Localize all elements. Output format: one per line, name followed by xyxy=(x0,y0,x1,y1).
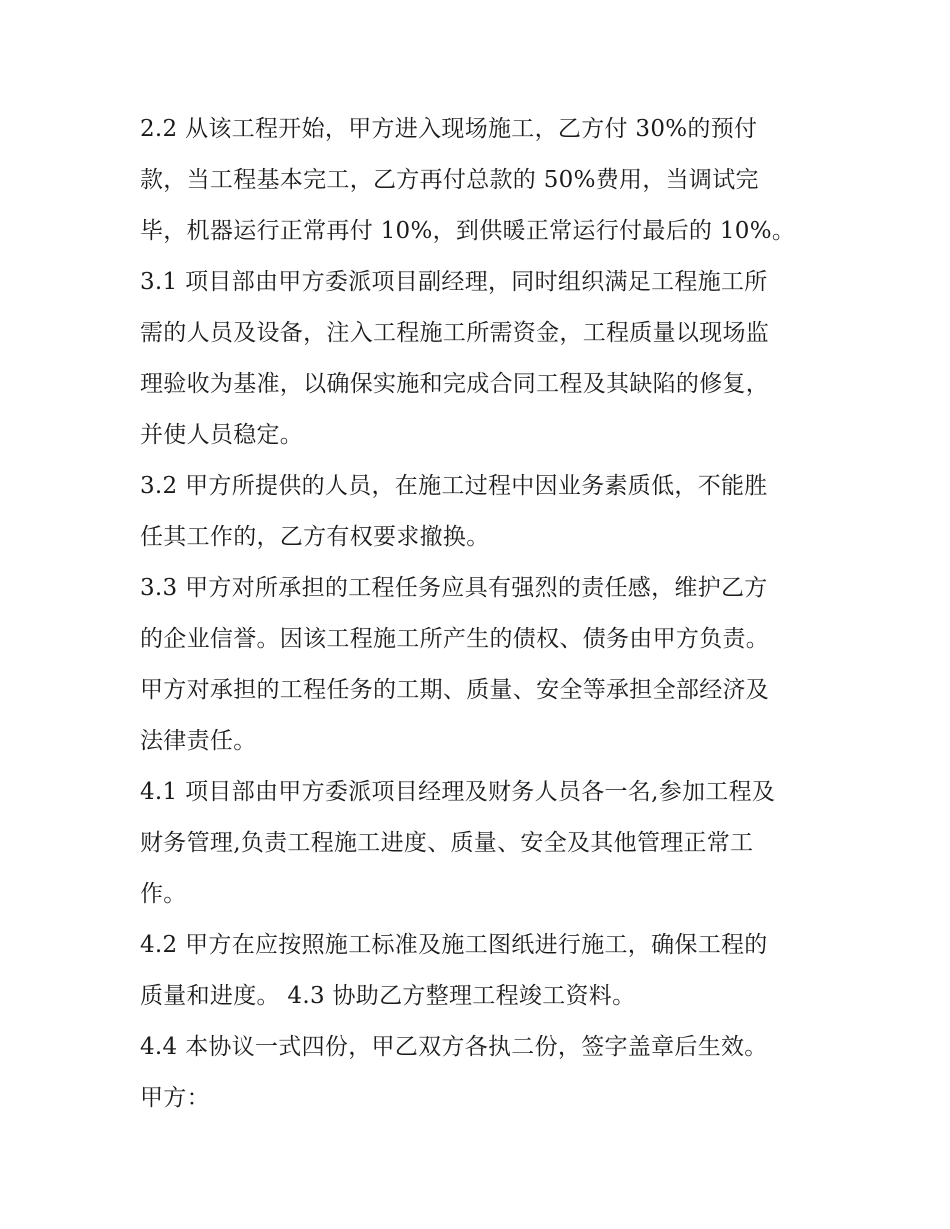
text-line: 财务管理,负责工程施工进度、质量、安全及其他管理正常工 xyxy=(140,830,754,856)
text-line: 2.2 从该工程开始，甲方进入现场施工，乙方付 30%的预付 xyxy=(140,116,758,142)
text-line: 款，当工程基本完工，乙方再付总款的 50%费用，当调试完 xyxy=(140,167,759,193)
text-line: 3.3 甲方对所承担的工程任务应具有强烈的责任感，维护乙方 xyxy=(140,575,768,601)
signature-label-party-a: 甲方： xyxy=(140,1085,210,1111)
text-line: 甲方对承担的工程任务的工期、质量、安全等承担全部经济及 xyxy=(140,677,770,703)
text-line: 并使人员稳定。 xyxy=(140,422,304,448)
text-line: 毕，机器运行正常再付 10%，到供暖正常运行付最后的 10%。 xyxy=(140,218,796,244)
text-line: 4.4 本协议一式四份，甲乙双方各执二份，签字盖章后生效。 xyxy=(140,1034,768,1060)
text-line: 3.1 项目部由甲方委派项目副经理，同时组织满足工程施工所 xyxy=(140,269,768,295)
text-line: 4.2 甲方在应按照施工标准及施工图纸进行施工，确保工程的 xyxy=(140,932,768,958)
text-line: 作。 xyxy=(140,881,187,907)
text-line: 4.1 项目部由甲方委派项目经理及财务人员各一名,参加工程及 xyxy=(140,779,776,805)
text-line: 理验收为基准，以确保实施和完成合同工程及其缺陷的修复， xyxy=(140,371,770,397)
text-line: 的企业信誉。因该工程施工所产生的债权、债务由甲方负责。 xyxy=(140,626,770,652)
text-line: 法律责任。 xyxy=(140,728,257,754)
text-line: 3.2 甲方所提供的人员，在施工过程中因业务素质低，不能胜 xyxy=(140,473,768,499)
text-line: 任其工作的，乙方有权要求撤换。 xyxy=(140,524,490,550)
text-line: 需的人员及设备，注入工程施工所需资金，工程质量以现场监 xyxy=(140,320,770,346)
text-line: 质量和进度。 4.3 协助乙方整理工程竣工资料。 xyxy=(140,983,636,1009)
document-body xyxy=(140,104,820,1124)
